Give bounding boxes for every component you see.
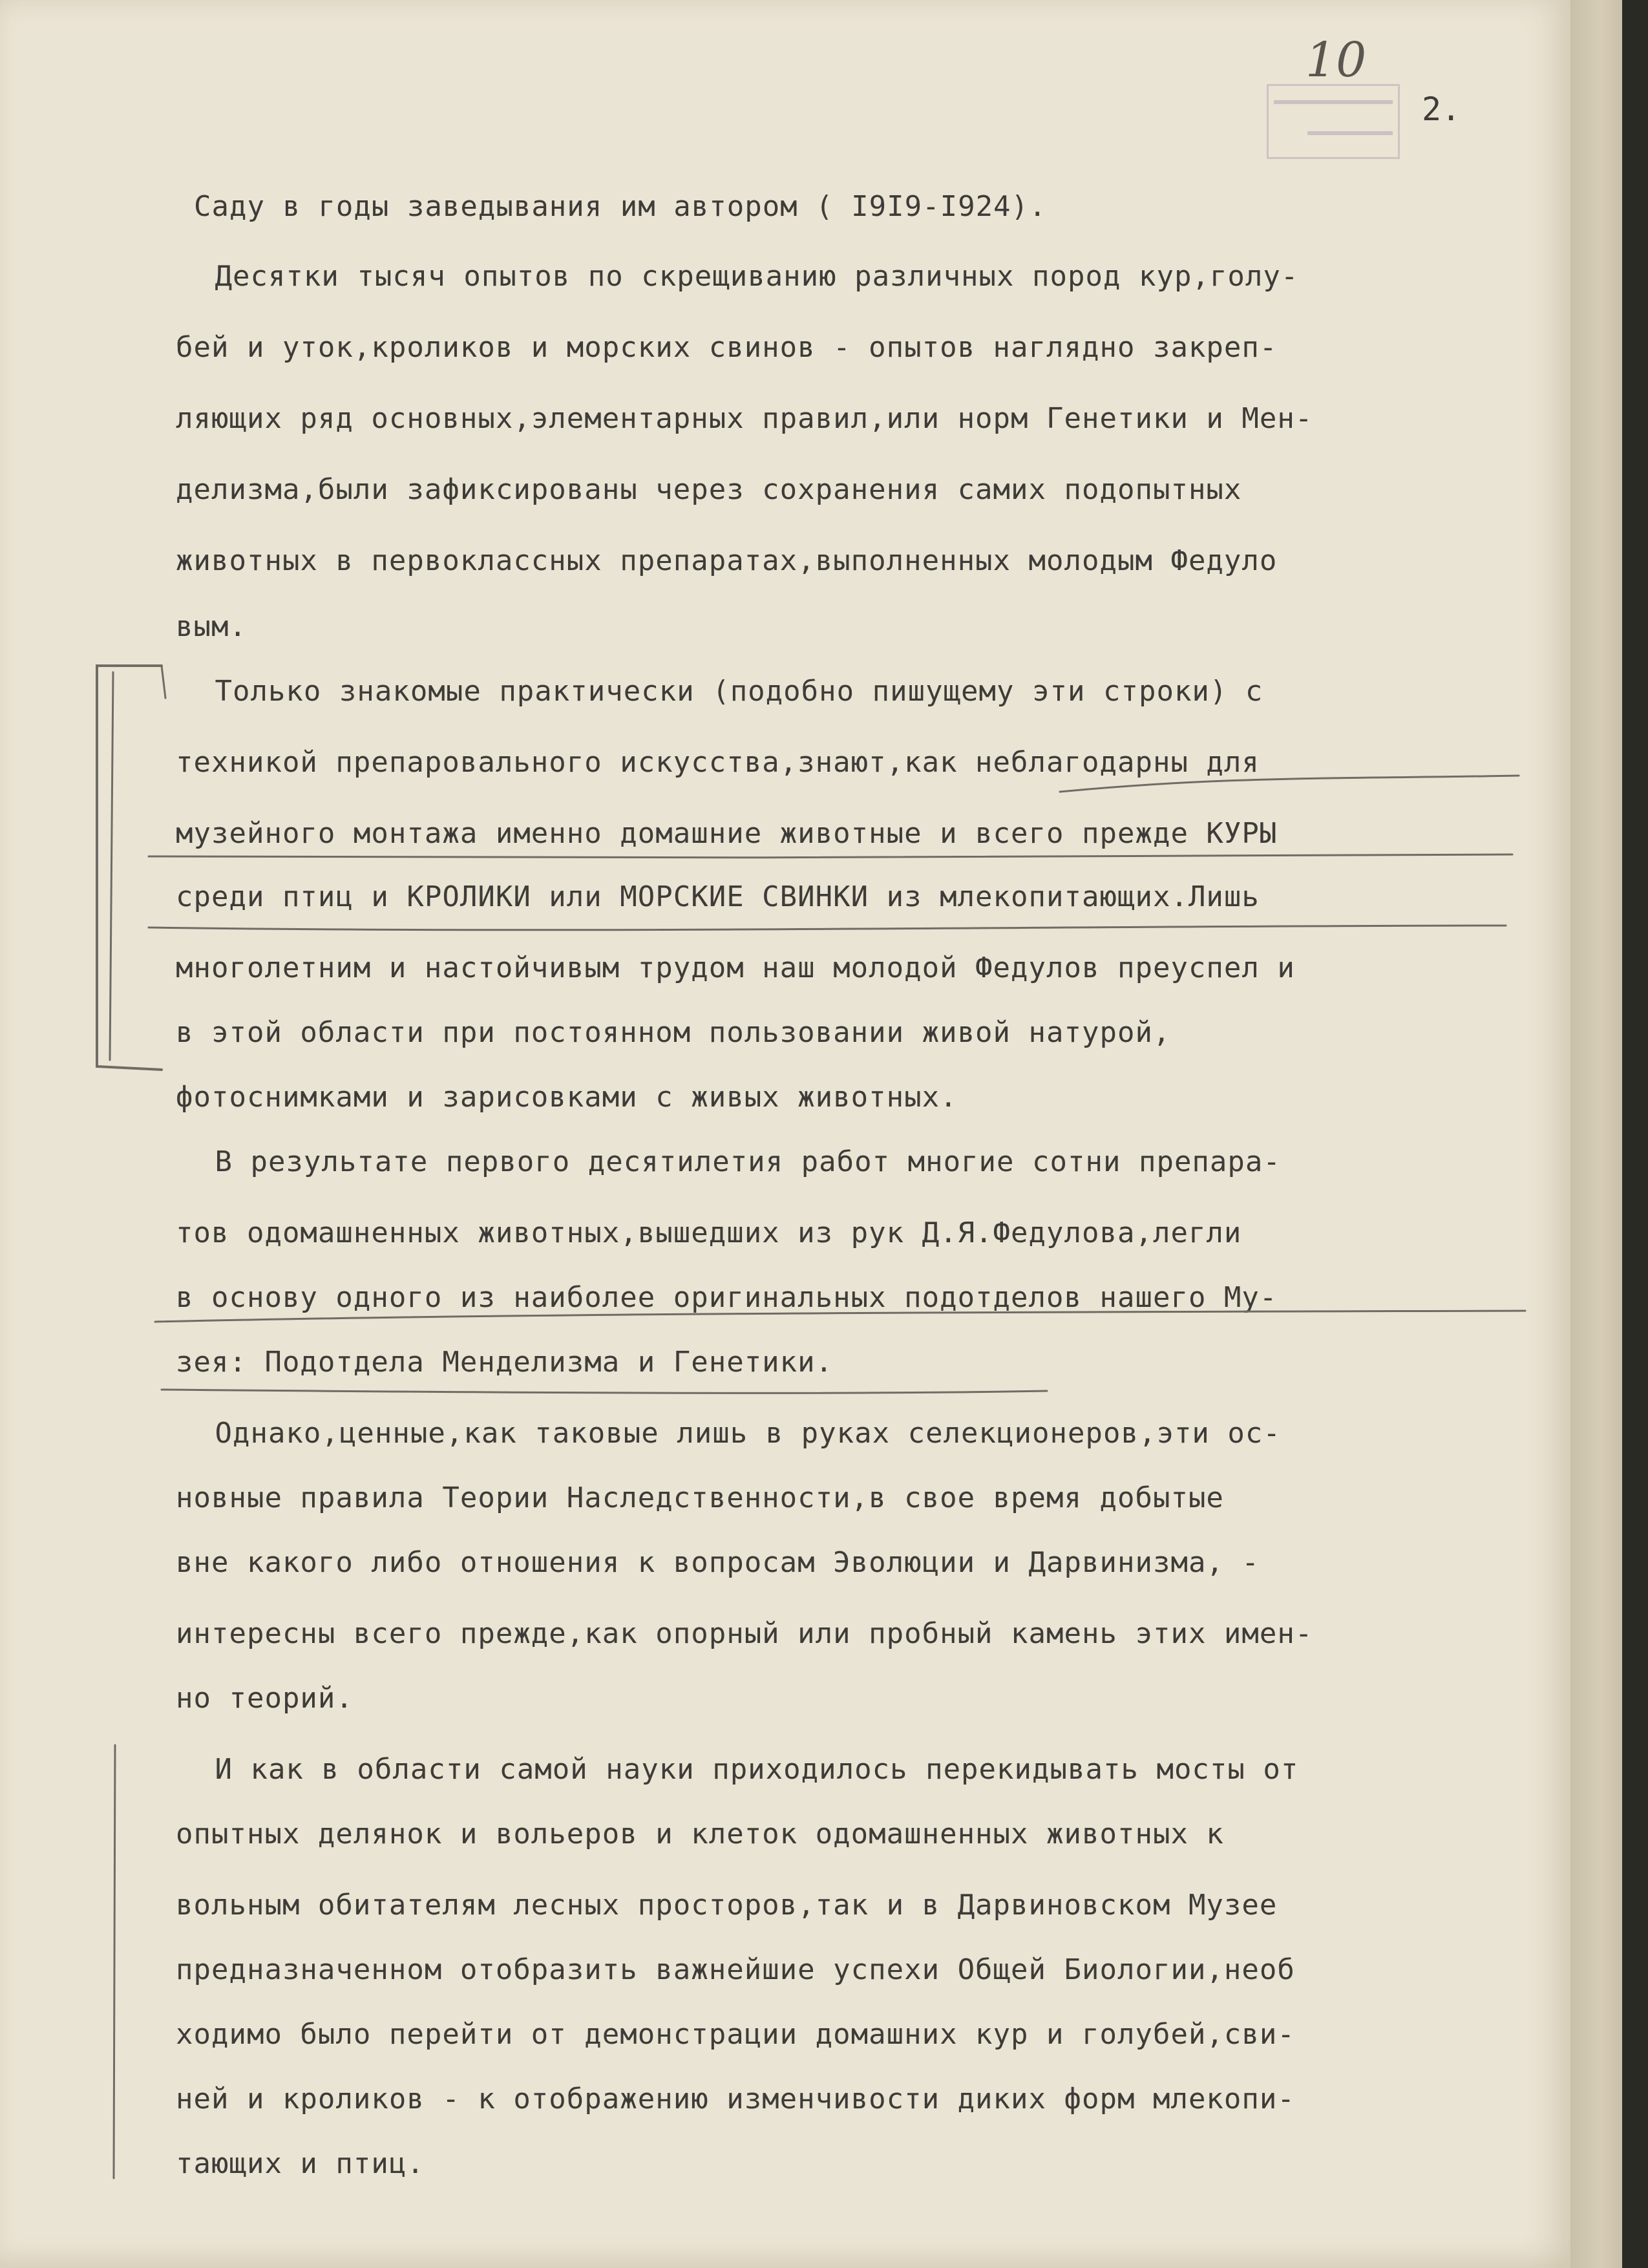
text-line: в этой области при постоянном пользовании живой натурой, — [176, 1016, 1171, 1049]
text-line: опытных делянок и вольеров и клеток одомашненных животных к — [176, 1818, 1224, 1850]
text-line: Однако,ценные,как таковые лишь в руках селекционеров,эти ос- — [162, 1417, 1281, 1450]
page-number: 2. — [1422, 90, 1461, 128]
text-line: Только знакомые практически (подобно пишущему эти строки) с — [162, 675, 1263, 708]
margin-bracket-tick — [162, 666, 165, 698]
text-line: ходимо было перейти от демонстрации домашних кур и голубей,сви- — [176, 2018, 1295, 2051]
text-line: бей и уток,кроликов и морских свинов - опытов наглядно закреп- — [176, 331, 1278, 364]
text-line: ляющих ряд основных,элементарных правил,или норм Генетики и Мен- — [176, 402, 1313, 435]
underline — [149, 926, 1506, 930]
underline — [155, 1311, 1525, 1322]
text-line: предназначенном отобразить важнейшие успехи Общей Биологии,необ — [176, 1953, 1295, 1986]
text-line: тов одомашненных животных,вышедших из рук Д.Я.Федулова,легли — [176, 1216, 1242, 1249]
text-line: В результате первого десятилетия работ многие сотни препара- — [162, 1145, 1281, 1178]
background-strip — [1622, 0, 1648, 2268]
underline — [149, 854, 1512, 858]
text-line: животных в первоклассных препаратах,выполненных молодым Федуло — [176, 544, 1278, 577]
text-line: Десятки тысяч опытов по скрещиванию различных пород кур,голу- — [162, 260, 1299, 293]
text-line: вым. — [176, 610, 247, 643]
text-line: но теорий. — [176, 1682, 354, 1715]
text-line: в основу одного из наиболее оригинальных подотделов нашего Му- — [176, 1281, 1278, 1314]
text-line: фотоснимками и зарисовками с живых животных. — [176, 1081, 958, 1114]
text-line: Саду в годы заведывания им автором ( I9I9-I924). — [194, 190, 1047, 223]
text-line: интересны всего прежде,как опорный или пробный камень этих имен- — [176, 1617, 1313, 1650]
text-line: музейного монтажа именно домашние животные и всего прежде КУРЫ — [176, 817, 1278, 850]
text-line: новные правила Теории Наследственности,в свое время добытые — [176, 1481, 1224, 1514]
text-line: многолетним и настойчивым трудом наш молодой Федулов преуспел и — [176, 951, 1295, 984]
text-line: среди птиц и КРОЛИКИ или МОРСКИЕ СВИНКИ из млекопитающих.Лишь — [176, 880, 1260, 913]
text-line: делизма,были зафиксированы через сохранения самих подопытных — [176, 473, 1242, 506]
margin-line — [114, 1745, 115, 2178]
text-line: зея: Подотдела Менделизма и Генетики. — [176, 1346, 834, 1379]
text-line: И как в области самой науки приходилось перекидывать мосты от — [162, 1753, 1299, 1786]
underline — [162, 1390, 1047, 1393]
text-line: техникой препаровального искусства,знают,как неблагодарны для — [176, 746, 1260, 779]
text-line: вольным обитателям лесных просторов,так и в Дарвиновском Музее — [176, 1889, 1278, 1922]
text-line: ней и кроликов - к отображению изменчивости диких форм млекопи- — [176, 2083, 1295, 2115]
archive-number: 10 — [1305, 32, 1367, 88]
text-line: тающих и птиц. — [176, 2147, 425, 2180]
underline — [1060, 776, 1519, 792]
text-line: вне какого либо отношения к вопросам Эволюции и Дарвинизма, - — [176, 1546, 1260, 1579]
margin-bracket — [97, 666, 162, 1070]
margin-bracket-inner — [110, 672, 113, 1060]
